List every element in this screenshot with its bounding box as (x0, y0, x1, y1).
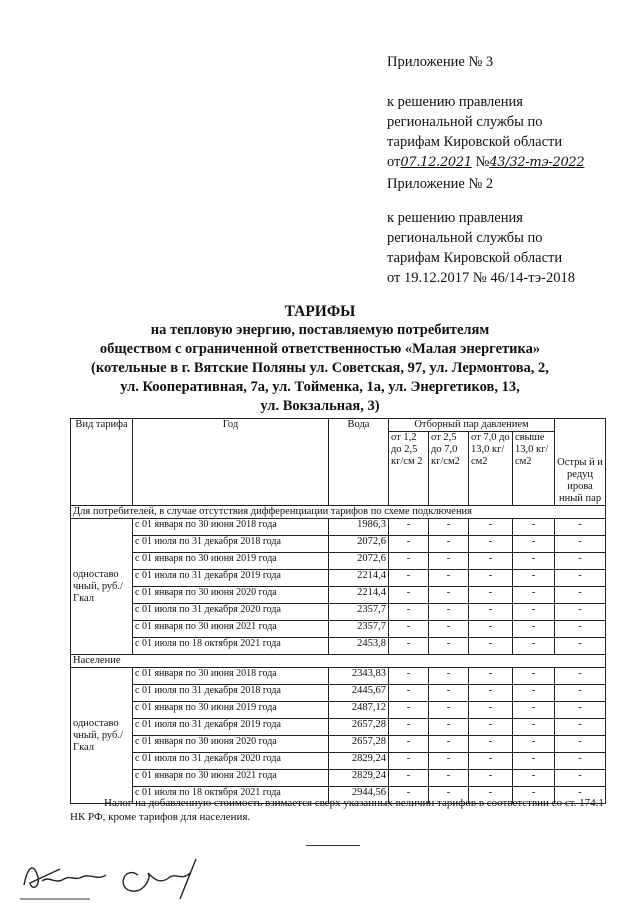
handwritten-date: 07.12.2021 (400, 155, 472, 170)
dash-cell: - (469, 536, 513, 553)
heading-title: ТАРИФЫ (284, 303, 356, 320)
dash-cell: - (513, 587, 555, 604)
col-steam-sub4: свыше 13,0 кг/см2 (513, 432, 555, 506)
col-year-header: Год (133, 419, 329, 506)
dash-cell: - (389, 685, 429, 702)
dash-cell: - (513, 702, 555, 719)
water-value: 2829,24 (329, 753, 389, 770)
col-sharp-steam-header: Остры й и редуц ирова нный пар (555, 419, 606, 506)
period-cell: с 01 января по 30 июня 2020 года (133, 736, 329, 753)
col-water-header: Вода (329, 419, 389, 506)
table-row (71, 553, 606, 570)
water-value: 2944,56 (329, 787, 389, 804)
dash-cell: - (469, 553, 513, 570)
dash-cell: - (555, 668, 606, 685)
dash-cell: - (429, 719, 469, 736)
dash-cell: - (389, 736, 429, 753)
dash-cell: - (389, 638, 429, 655)
dash-cell: - (555, 570, 606, 587)
appendix-3-date-line (387, 152, 584, 173)
table-row (71, 570, 606, 587)
dash-cell: - (389, 536, 429, 553)
table-row (71, 685, 606, 702)
appendix-2-line4: от 19.12.2017 № 46/14-тэ-2018 (387, 270, 575, 286)
period-cell: с 01 января по 30 июня 2021 года (133, 770, 329, 787)
water-value: 2072,6 (329, 553, 389, 570)
dash-cell: - (513, 519, 555, 536)
number-prefix: № (475, 154, 490, 170)
period-cell: с 01 июля по 31 декабря 2019 года (133, 719, 329, 736)
water-value: 2214,4 (329, 570, 389, 587)
dash-cell: - (429, 736, 469, 753)
dash-cell: - (389, 668, 429, 685)
dash-cell: - (389, 753, 429, 770)
dash-cell: - (513, 719, 555, 736)
water-value: 2445,67 (329, 685, 389, 702)
appendix-3-line2: региональной службы по (387, 114, 543, 130)
dash-cell: - (513, 604, 555, 621)
dash-cell: - (389, 519, 429, 536)
water-value: 2343,83 (329, 668, 389, 685)
dash-cell: - (513, 536, 555, 553)
dash-cell: - (513, 736, 555, 753)
heading-line5: ул. Вокзальная, 3) (260, 398, 380, 414)
table-row (71, 621, 606, 638)
dash-cell: - (429, 638, 469, 655)
appendix-3-line3: тарифам Кировской области (387, 134, 563, 150)
dash-cell: - (469, 736, 513, 753)
dash-cell: - (429, 587, 469, 604)
table-row (71, 753, 606, 770)
tariff-type-cell: одноставо чный, руб./Гкал (71, 668, 133, 804)
table-row (71, 770, 606, 787)
table-row (71, 736, 606, 753)
period-cell: с 01 января по 30 июня 2018 года (133, 519, 329, 536)
table-row (71, 702, 606, 719)
dash-cell: - (469, 753, 513, 770)
dash-cell: - (429, 702, 469, 719)
table-row (71, 604, 606, 621)
dash-cell: - (429, 604, 469, 621)
dash-cell: - (555, 621, 606, 638)
dash-cell: - (555, 770, 606, 787)
dash-cell: - (429, 753, 469, 770)
dash-cell: - (555, 604, 606, 621)
dash-cell: - (513, 753, 555, 770)
heading-line2: обществом с ограниченной ответственностью «Малая энергетика» (99, 341, 541, 357)
dash-cell: - (469, 604, 513, 621)
dash-cell: - (469, 719, 513, 736)
dash-cell: - (555, 753, 606, 770)
dash-cell: - (429, 685, 469, 702)
dash-cell: - (555, 638, 606, 655)
dash-cell: - (513, 553, 555, 570)
dash-cell: - (389, 621, 429, 638)
water-value: 2357,7 (329, 621, 389, 638)
dash-cell: - (513, 685, 555, 702)
dash-cell: - (389, 787, 429, 804)
col-steam-sub3: от 7,0 до 13,0 кг/см2 (469, 432, 513, 506)
dash-cell: - (513, 638, 555, 655)
dash-cell: - (389, 570, 429, 587)
table-row (71, 519, 606, 536)
water-value: 1986,3 (329, 519, 389, 536)
period-cell: с 01 января по 30 июня 2021 года (133, 621, 329, 638)
dash-cell: - (429, 570, 469, 587)
period-cell: с 01 января по 30 июня 2020 года (133, 587, 329, 604)
appendix-3-line1: к решению правления (387, 94, 523, 110)
dash-cell: - (555, 719, 606, 736)
water-value: 2657,28 (329, 736, 389, 753)
period-cell: с 01 января по 30 июня 2019 года (133, 553, 329, 570)
dash-cell: - (513, 621, 555, 638)
dash-cell: - (429, 536, 469, 553)
appendix-2-block (387, 174, 575, 288)
appendix-2-title: Приложение № 2 (387, 176, 494, 192)
dash-cell: - (555, 536, 606, 553)
table-row (71, 719, 606, 736)
dash-cell: - (513, 668, 555, 685)
section-population-label: Население (71, 655, 606, 668)
col-steam-sub1: от 1,2 до 2,5 кг/см 2 (389, 432, 429, 506)
dash-cell: - (389, 587, 429, 604)
dash-cell: - (513, 570, 555, 587)
water-value: 2657,28 (329, 719, 389, 736)
dash-cell: - (469, 638, 513, 655)
dash-cell: - (469, 621, 513, 638)
vat-note: Налог на добавленную стоимость взимается сверх указанных величин тарифов в соответствии со ст. 174.1 НК РФ, кроме тарифов для населения. (70, 797, 604, 823)
period-cell: с 01 июля по 31 декабря 2019 года (133, 570, 329, 587)
dash-cell: - (429, 553, 469, 570)
dash-cell: - (469, 685, 513, 702)
dash-cell: - (555, 553, 606, 570)
dash-cell: - (469, 570, 513, 587)
tariff-type-cell: одноставо чный, руб./Гкал (71, 519, 133, 655)
dash-cell: - (513, 770, 555, 787)
period-cell: с 01 июля по 18 октября 2021 года (133, 787, 329, 804)
water-value: 2072,6 (329, 536, 389, 553)
date-prefix: от (387, 154, 401, 170)
closing-rule (306, 845, 360, 846)
dash-cell: - (469, 668, 513, 685)
water-value: 2487,12 (329, 702, 389, 719)
appendix-3-title: Приложение № 3 (387, 54, 494, 70)
dash-cell: - (429, 770, 469, 787)
dash-cell: - (555, 702, 606, 719)
period-cell: с 01 января по 30 июня 2018 года (133, 668, 329, 685)
table-row (71, 536, 606, 553)
period-cell: с 01 июля по 31 декабря 2020 года (133, 604, 329, 621)
period-cell: с 01 июля по 31 декабря 2018 года (133, 536, 329, 553)
section-row-population (71, 655, 606, 668)
dash-cell: - (469, 702, 513, 719)
dash-cell: - (429, 787, 469, 804)
handwritten-number: 43/32-тэ-2022 (489, 155, 585, 170)
handwritten-signature (20, 855, 220, 901)
dash-cell: - (555, 519, 606, 536)
dash-cell: - (429, 668, 469, 685)
dash-cell: - (555, 787, 606, 804)
dash-cell: - (469, 787, 513, 804)
table-row (71, 638, 606, 655)
period-cell: с 01 июля по 31 декабря 2018 года (133, 685, 329, 702)
heading-line4: ул. Кооперативная, 7а, ул. Тойменка, 1а, ул. Энергетиков, 13, (120, 379, 520, 395)
dash-cell: - (555, 685, 606, 702)
dash-cell: - (429, 621, 469, 638)
period-cell: с 01 января по 30 июня 2019 года (133, 702, 329, 719)
appendix-2-line2: региональной службы по (387, 230, 543, 246)
table-row (71, 587, 606, 604)
dash-cell: - (389, 604, 429, 621)
section-general-label: Для потребителей, в случае отсутствия дифференциации тарифов по схеме подключения (71, 506, 606, 519)
dash-cell: - (555, 736, 606, 753)
section-row-general (71, 506, 606, 519)
water-value: 2829,24 (329, 770, 389, 787)
dash-cell: - (389, 702, 429, 719)
heading-line3: (котельные в г. Вятские Поляны ул. Советская, 97, ул. Лермонтова, 2, (91, 360, 549, 376)
dash-cell: - (555, 587, 606, 604)
water-value: 2453,8 (329, 638, 389, 655)
col-type-header: Вид тарифа (71, 419, 133, 506)
dash-cell: - (469, 519, 513, 536)
dash-cell: - (469, 770, 513, 787)
table-row (71, 668, 606, 685)
table-header-row (71, 419, 606, 432)
dash-cell: - (389, 553, 429, 570)
dash-cell: - (429, 519, 469, 536)
appendix-2-line3: тарифам Кировской области (387, 250, 563, 266)
dash-cell: - (389, 719, 429, 736)
heading-line1: на тепловую энергию, поставляемую потребителям (150, 322, 490, 338)
col-steam-sub2: от 2,5 до 7,0 кг/см2 (429, 432, 469, 506)
period-cell: с 01 июля по 31 декабря 2020 года (133, 753, 329, 770)
appendix-2-line1: к решению правления (387, 210, 523, 226)
document-heading (40, 302, 600, 416)
period-cell: с 01 июля по 18 октября 2021 года (133, 638, 329, 655)
col-steam-header: Отборный пар давлением (389, 419, 555, 432)
dash-cell: - (389, 770, 429, 787)
dash-cell: - (513, 787, 555, 804)
appendix-3-block (387, 52, 584, 173)
water-value: 2357,7 (329, 604, 389, 621)
water-value: 2214,4 (329, 587, 389, 604)
tariff-table (70, 418, 606, 804)
dash-cell: - (469, 587, 513, 604)
